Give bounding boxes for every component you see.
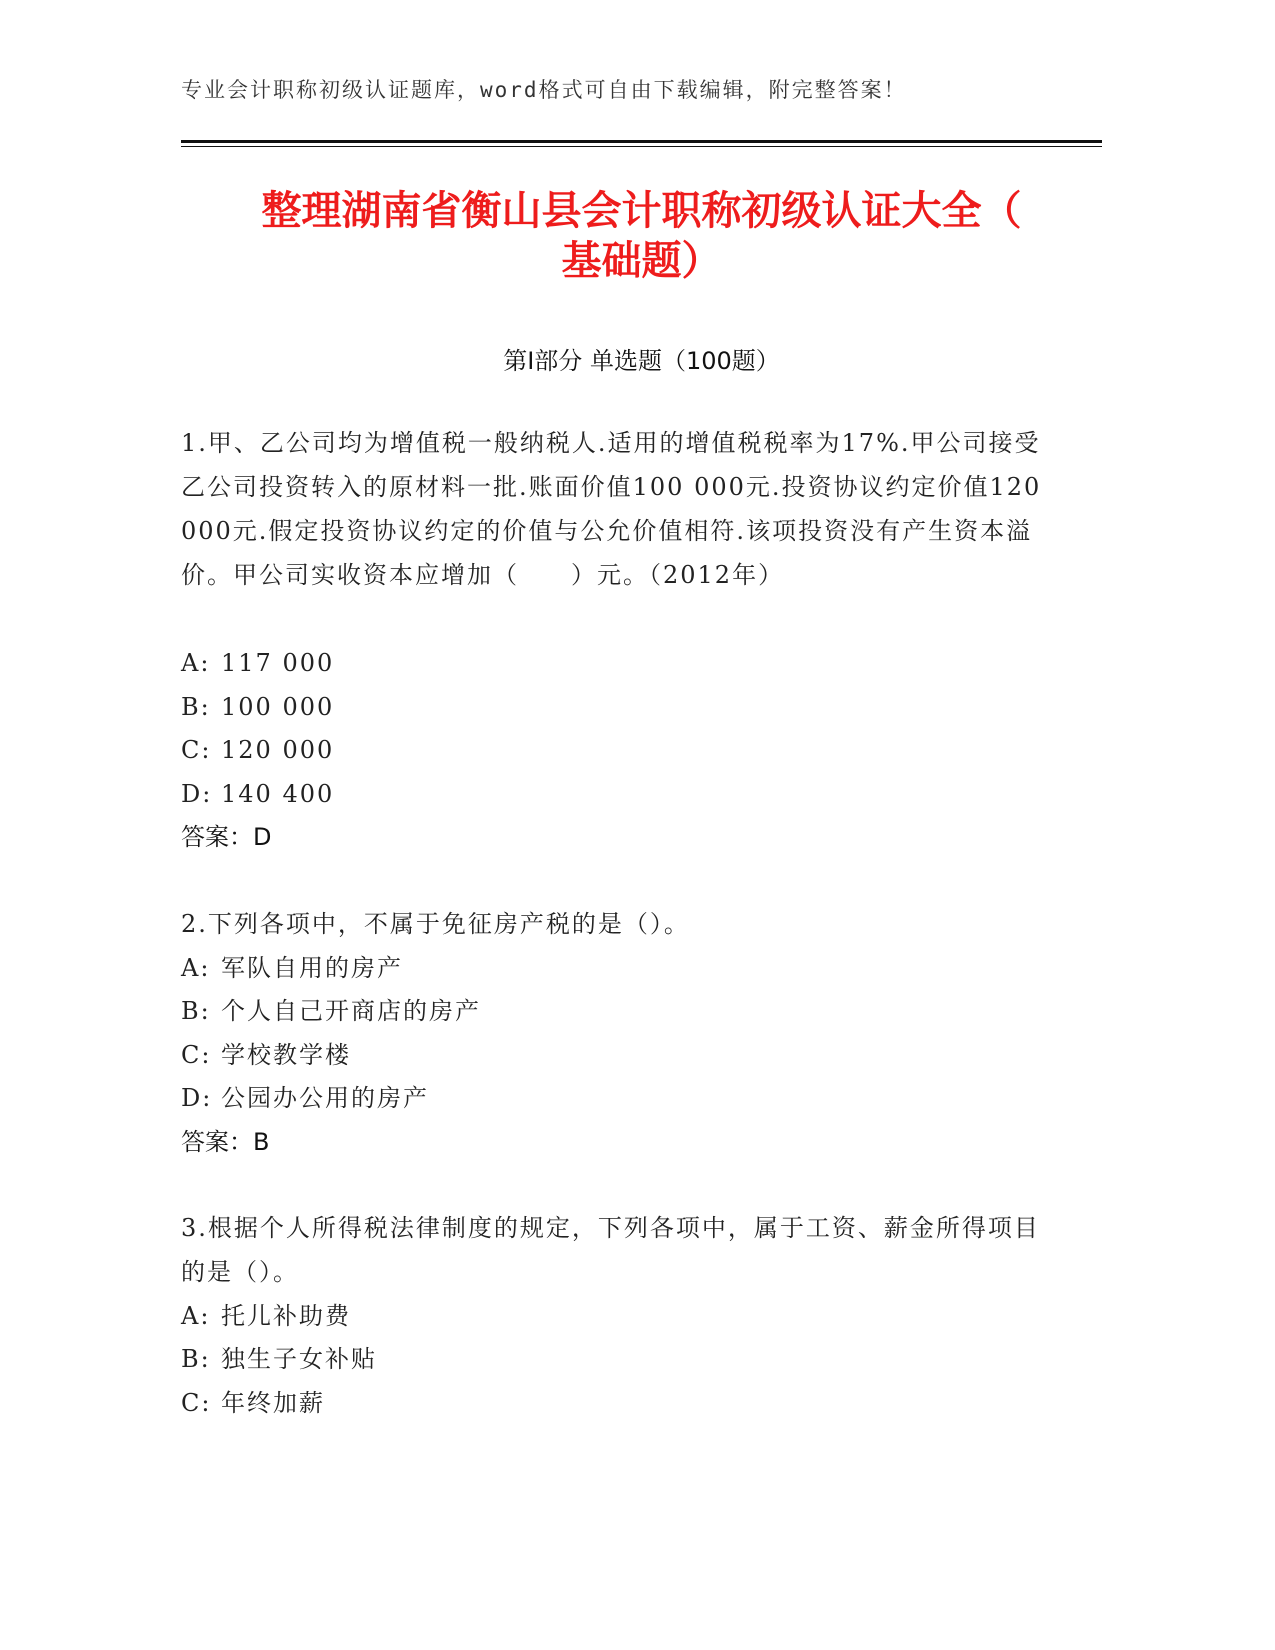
question-2-stem: 2.下列各项中，不属于免征房产税的是（）。 xyxy=(181,910,690,938)
question-3-option-c xyxy=(181,1381,325,1425)
question-2-option-a xyxy=(181,946,403,990)
option-letter: B: xyxy=(181,1345,211,1373)
option-letter: A: xyxy=(181,649,211,677)
question-3-stem: 3.根据个人所得税法律制度的规定，下列各项中，属于工资、薪金所得项目的是（）。 xyxy=(181,1214,1040,1286)
question-2-option-b xyxy=(181,989,481,1033)
option-letter: C: xyxy=(181,1389,212,1417)
question-1-stem: 1.甲、乙公司均为增值税一般纳税人.适用的增值税税率为17%.甲公司接受乙公司投资转入的原材料一批.账面价值100 000元.投资协议约定价值120 000元.假定投资协议约定的价值与公允价值相符.该项投资没有产生资本溢价。甲公司实收资本应增加（ ）元。（2012年） xyxy=(181,429,1042,589)
option-text: 独生子女补贴 xyxy=(221,1345,377,1373)
option-letter: B: xyxy=(181,693,211,721)
option-text: 学校教学楼 xyxy=(221,1041,351,1069)
question-2-option-c xyxy=(181,1033,351,1077)
page-header-text: 专业会计职称初级认证题库，word格式可自由下载编辑，附完整答案！ xyxy=(181,78,907,102)
question-3-option-b xyxy=(181,1337,377,1381)
document-title xyxy=(181,186,1102,286)
option-text: 140 400 xyxy=(221,780,335,808)
option-text: 个人自己开商店的房产 xyxy=(221,997,481,1025)
option-letter: A: xyxy=(181,1302,211,1330)
option-letter: D: xyxy=(181,1084,213,1112)
question-3-option-a xyxy=(181,1294,351,1338)
option-letter: B: xyxy=(181,997,211,1025)
header-rule-thin xyxy=(181,146,1102,147)
option-letter: A: xyxy=(181,954,211,982)
option-text: 117 000 xyxy=(221,649,335,677)
question-2-option-d xyxy=(181,1076,429,1120)
question-1-option-d xyxy=(181,772,334,816)
option-text: 公园办公用的房产 xyxy=(221,1084,429,1112)
document-title-line-2: 基础题） xyxy=(561,238,722,284)
option-text: 军队自用的房产 xyxy=(221,954,403,982)
option-letter: C: xyxy=(181,1041,212,1069)
question-1-option-a xyxy=(181,641,334,685)
header-rule-thick xyxy=(181,140,1102,143)
question-1-option-c xyxy=(181,728,334,772)
option-text: 年终加薪 xyxy=(221,1389,325,1417)
option-letter: C: xyxy=(181,736,212,764)
option-letter: D: xyxy=(181,780,213,808)
option-text: 100 000 xyxy=(221,693,335,721)
document-title-line-1: 整理湖南省衡山县会计职称初级认证大全（ xyxy=(261,188,1022,234)
question-1-option-b xyxy=(181,685,334,729)
question-1-answer: 答案：D xyxy=(181,823,272,851)
option-text: 托儿补助费 xyxy=(221,1302,351,1330)
question-2-answer: 答案：B xyxy=(181,1128,270,1156)
section-title: 第Ⅰ部分 单选题（100题） xyxy=(503,347,780,375)
option-text: 120 000 xyxy=(221,736,335,764)
